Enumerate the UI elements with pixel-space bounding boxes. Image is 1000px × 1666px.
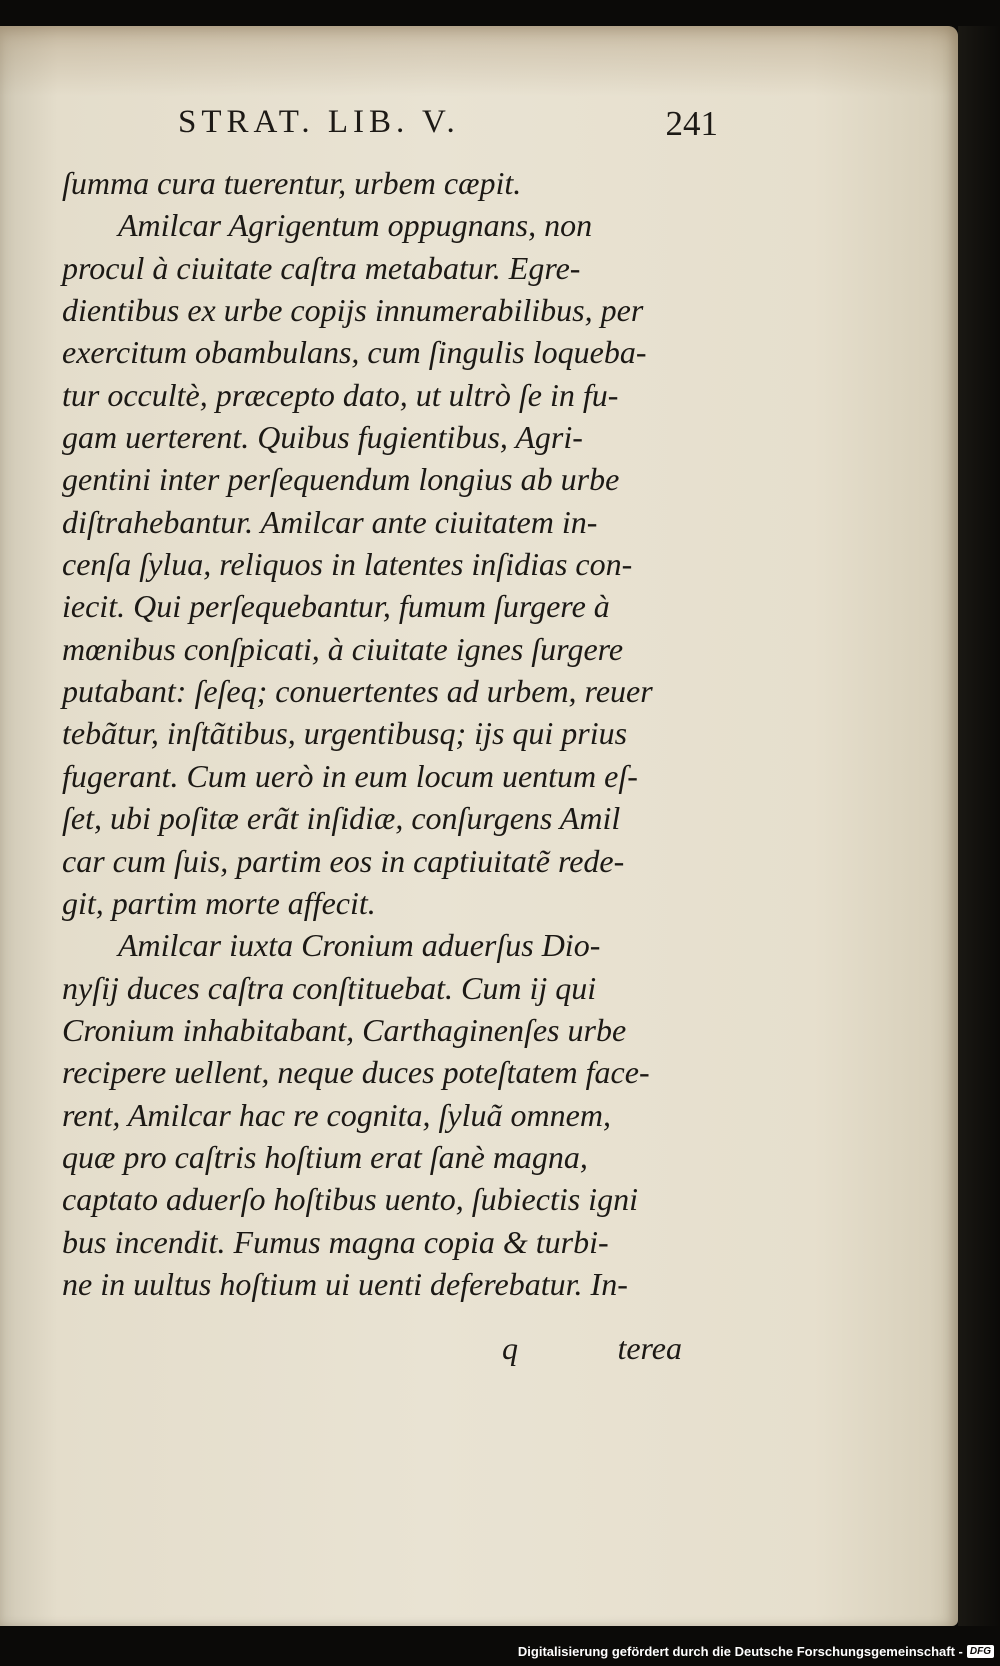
text-line: tebãtur, inſtãtibus, urgentibusq; ijs qui prius — [62, 715, 628, 752]
text-line: ſet, ubi poſitæ erãt inſidiæ, conſurgens Amil — [62, 800, 621, 837]
text-line: fugerant. Cum uerò in eum locum uentum eſ- — [62, 757, 638, 794]
text-line: exercitum obambulans, cum ſingulis loqueba- — [62, 334, 647, 371]
text-line: mœnibus conſpicati, à ciuitate ignes ſurgere — [62, 630, 624, 667]
catchword: terea — [617, 1330, 682, 1366]
page-edge-shadow — [958, 26, 1000, 1626]
text-line: tur occultè, præcepto dato, ut ultrò ſe in fu- — [62, 376, 619, 413]
text-line: car cum ſuis, partim eos in captiuitatẽ rede- — [62, 842, 625, 879]
text-line: procul à ciuitate caſtra metabatur. Egre- — [62, 249, 581, 286]
text-line: Cronium inhabitabant, Carthaginenſes urbe — [62, 1011, 627, 1048]
text-line: quæ pro caſtris hoſtium erat ſanè magna, — [62, 1138, 588, 1175]
text-line: rent, Amilcar hac re cognita, ſyluã omnem, — [62, 1096, 611, 1133]
text-line: ſumma cura tuerentur, urbem cæpit. — [62, 165, 522, 201]
text-line: nyſij duces caſtra conſtituebat. Cum ij qui — [62, 969, 597, 1006]
text-line: bus incendit. Fumus magna copia & turbi- — [62, 1223, 609, 1260]
text-line: recipere uellent, neque duces poteſtatem face- — [62, 1054, 650, 1091]
text-line: ne in uultus hoſtium ui uenti deferebatur. In- — [62, 1265, 628, 1302]
text-line: Amilcar Agrigentum oppugnans, non — [118, 207, 593, 244]
text-line: git, partim morte affecit. — [62, 884, 376, 921]
body-text — [62, 162, 682, 1305]
page-stain — [0, 26, 958, 96]
text-line: gentini inter perſequendum longius ab urbe — [62, 461, 620, 498]
text-line: Amilcar iuxta Cronium aduerſus Dio- — [118, 927, 601, 964]
text-line: putabant: ſeſeq; conuertentes ad urbem, reuer — [62, 673, 653, 710]
text-line: diſtrahebantur. Amilcar ante ciuitatem in- — [62, 503, 598, 540]
digitization-credit — [518, 1640, 994, 1662]
page-number: 241 — [665, 104, 718, 143]
page-footer-marks — [62, 1330, 682, 1372]
text-line: iecit. Qui perſequebantur, fumum ſurgere à — [62, 588, 610, 625]
signature-mark: q — [502, 1330, 518, 1366]
text-line: captato aduerſo hoſtibus uento, ſubiectis igni — [62, 1181, 638, 1218]
running-title: STRAT. LIB. V. — [178, 104, 460, 140]
text-line: cenſa ſylua, reliquos in latentes inſidias con- — [62, 546, 633, 583]
text-line: gam uerterent. Quibus fugientibus, Agri- — [62, 419, 583, 456]
text-line: dientibus ex urbe copijs innumerabilibus, per — [62, 292, 644, 329]
running-header — [168, 104, 718, 150]
credit-text: Digitalisierung gefördert durch die Deutsche Forschungsgemeinschaft - — [517, 1643, 963, 1659]
dfg-logo: DFG — [967, 1645, 994, 1658]
